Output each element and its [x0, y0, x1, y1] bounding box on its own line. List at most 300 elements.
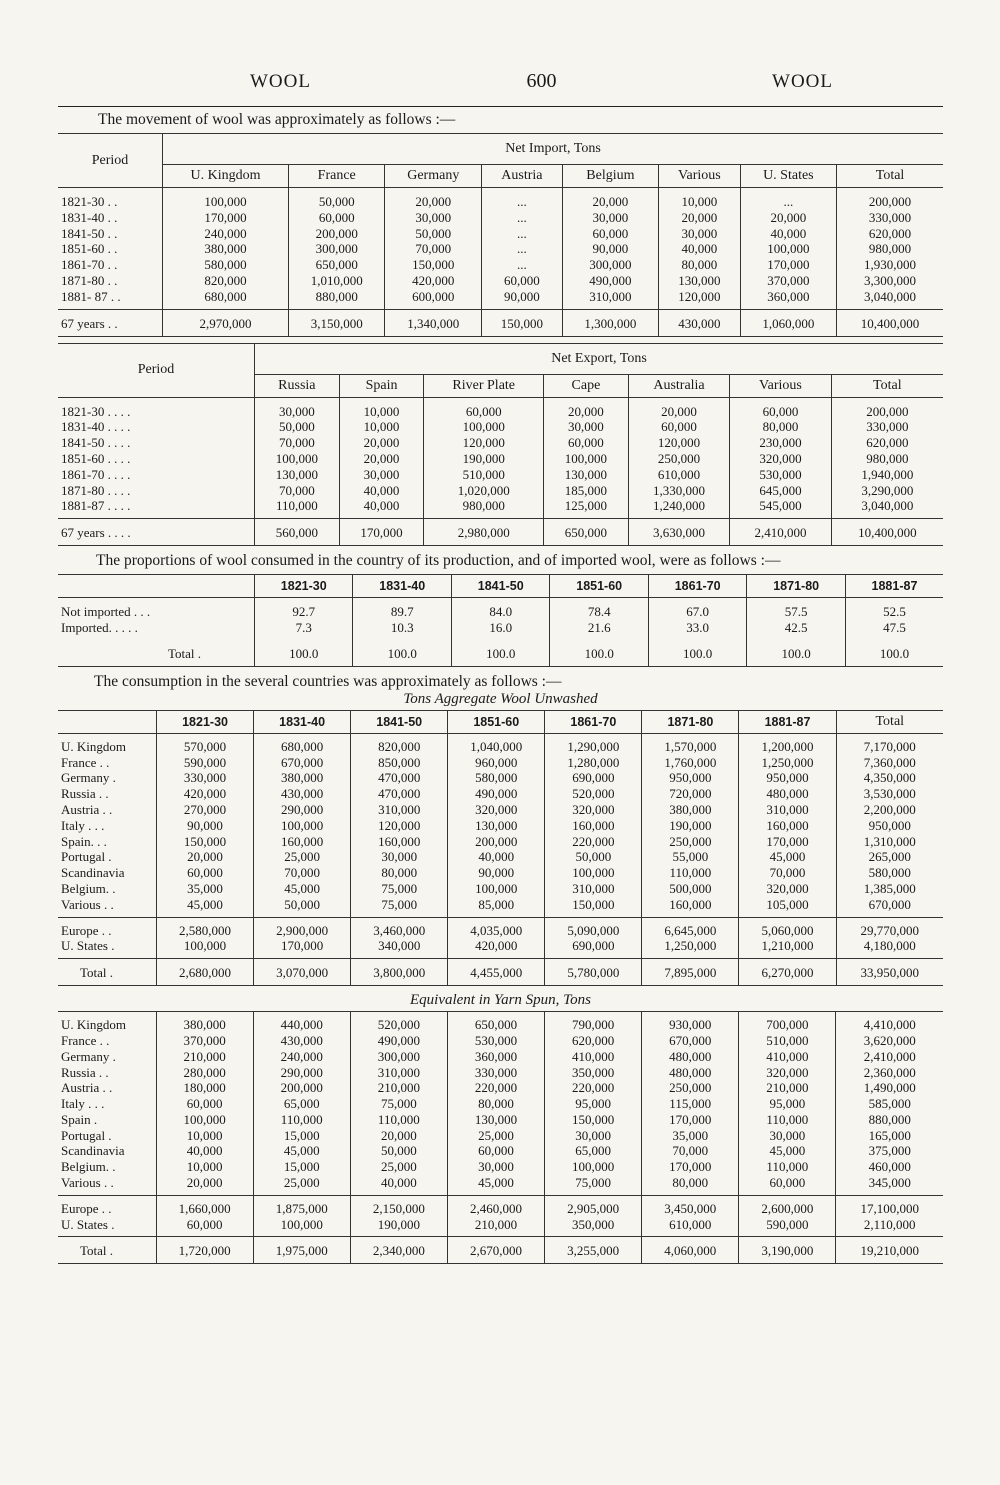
column-header: 1831-40	[254, 710, 351, 733]
period-label-line: 1841-50 . . . .	[61, 435, 131, 451]
value-cell-line: ...	[517, 241, 527, 257]
country-label-line: Spain. . .	[61, 833, 107, 849]
consumption-section	[58, 673, 943, 986]
value-cell	[351, 733, 448, 917]
value-cell-line: 50,000	[284, 896, 320, 912]
value-cell-line: 1,010,000	[310, 272, 363, 288]
period-label-line: 1871-80 . . . .	[61, 482, 131, 498]
value-cell-line: 50,000	[380, 1143, 417, 1159]
table-row	[58, 1012, 943, 1195]
value-cell	[544, 397, 629, 519]
value-cell	[447, 1012, 544, 1195]
total-cell: 2,340,000	[350, 1237, 447, 1264]
subtotal-cell	[156, 1195, 253, 1237]
value-cell-line: 110,000	[766, 1111, 809, 1127]
table-row	[58, 188, 943, 310]
subtotal-cell	[253, 1195, 350, 1237]
value-cell	[628, 397, 729, 519]
total-cell: 100.0	[550, 640, 648, 667]
total-cell: 3,800,000	[351, 959, 448, 986]
value-cell-line: 10,000	[186, 1159, 223, 1175]
subtotal-cell-line: 210,000	[474, 1216, 518, 1232]
subtotal-cell-line: 100,000	[183, 938, 227, 954]
value-cell	[385, 188, 482, 310]
value-cell-line: 20,000	[186, 1175, 223, 1191]
value-cell-line: 170,000	[669, 1159, 712, 1175]
value-cell-line: 130,000	[475, 817, 518, 833]
value-cell-line: 150,000	[412, 257, 455, 273]
value-cell-line: 30,000	[769, 1127, 806, 1143]
value-cell-line: 150,000	[571, 1111, 615, 1127]
value-cell-line: 180,000	[183, 1080, 226, 1096]
subtotal-cell-line: 2,600,000	[761, 1200, 814, 1216]
value-cell-line: 3,290,000	[861, 482, 914, 498]
value-cell-line: 250,000	[669, 1080, 712, 1096]
column-header: Belgium	[562, 165, 659, 188]
value-cell-line: 55,000	[672, 849, 709, 865]
subtotal-cell-line: 2,900,000	[276, 922, 329, 938]
total-cell: 430,000	[659, 309, 740, 336]
column-header: France	[288, 165, 385, 188]
subtotal-cell-line: 170,000	[280, 938, 324, 954]
value-cell	[648, 598, 746, 640]
value-cell-line: 15,000	[283, 1127, 320, 1143]
country-label-line: Scandinavia	[61, 865, 125, 881]
value-cell-line: 310,000	[572, 880, 615, 896]
yarn-subtitle: Equivalent in Yarn Spun, Tons	[409, 992, 591, 1009]
value-cell-line: 200,000	[315, 225, 358, 241]
subtotal-cell-line: 2,580,000	[179, 922, 232, 938]
value-cell-line: ...	[517, 194, 527, 209]
total-cell: 2,680,000	[157, 959, 254, 986]
value-cell-line: 15,000	[283, 1159, 320, 1175]
value-cell-line: 20,000	[363, 435, 400, 451]
value-cell-line: 100,000	[564, 450, 608, 466]
value-cell-line: 110,000	[275, 498, 318, 514]
value-cell-line: 10,000	[186, 1127, 223, 1143]
consumption-table	[58, 710, 943, 986]
value-cell-line: 1,930,000	[864, 257, 917, 273]
value-cell	[739, 733, 836, 917]
value-cell-line: 320,000	[475, 801, 518, 817]
value-cell-line: 100,000	[275, 450, 318, 466]
value-cell-line: 470,000	[378, 786, 421, 802]
value-cell-line: 60,000	[478, 1143, 514, 1159]
blank-header	[58, 710, 157, 733]
subtotal-cell-line: 1,250,000	[664, 938, 717, 954]
country-label-line: Italy . . .	[61, 817, 105, 833]
value-cell-line: 720,000	[669, 786, 712, 802]
value-cell-line: 1,200,000	[761, 738, 814, 754]
value-cell-line: 210,000	[183, 1048, 226, 1064]
total-cell: 3,070,000	[254, 959, 351, 986]
value-cell	[448, 733, 545, 917]
subtotal-row	[58, 1195, 943, 1237]
value-cell-line: 2,200,000	[863, 801, 916, 817]
value-cell	[353, 598, 451, 640]
value-cell-line: 310,000	[766, 801, 809, 817]
value-cell-line: 20,000	[592, 194, 629, 209]
period-label-line: 1841-50 . .	[61, 225, 118, 241]
value-cell-line: 320,000	[572, 801, 615, 817]
column-header: 1851-60	[448, 710, 545, 733]
value-cell-line: 670,000	[280, 754, 324, 770]
header-rule	[58, 106, 943, 107]
row-label-line: Imported. . . . .	[61, 619, 138, 635]
period-label-line: 1821-30 . .	[61, 194, 118, 209]
country-label-line: Italy . . .	[61, 1096, 105, 1112]
period-header: Period	[58, 134, 163, 188]
value-cell-line: 490,000	[589, 272, 632, 288]
value-cell-line: 7.3	[295, 619, 312, 635]
value-cell-line: 47.5	[883, 619, 906, 635]
total-cell: 100.0	[648, 640, 746, 667]
value-cell-line: 120,000	[378, 817, 421, 833]
value-cell-line: 360,000	[474, 1048, 518, 1064]
value-cell-line: 25,000	[283, 1175, 320, 1191]
value-cell-line: 40,000	[363, 482, 400, 498]
country-label-line: France . .	[61, 754, 110, 770]
country-label-line: Belgium. .	[61, 880, 116, 896]
value-cell-line: 200,000	[866, 403, 909, 419]
value-cell-line: 2,360,000	[863, 1064, 916, 1080]
period-label-line: 1821-30 . . . .	[61, 403, 131, 419]
value-cell-line: 45,000	[478, 1175, 514, 1191]
country-label-line: Portugal .	[61, 849, 112, 865]
value-cell-line: 820,000	[378, 738, 421, 754]
value-cell-line: 250,000	[657, 450, 701, 466]
value-cell-line: 880,000	[315, 288, 358, 304]
value-cell-line: 30,000	[278, 403, 315, 419]
value-cell-line: 610,000	[657, 466, 701, 482]
subtotal-cell-line: 2,110,000	[863, 1216, 916, 1232]
value-cell-line: 930,000	[669, 1017, 712, 1033]
value-cell-line: 130,000	[678, 272, 721, 288]
subtotal-cell-line: 100,000	[280, 1216, 323, 1232]
value-cell-line: 45,000	[187, 896, 223, 912]
value-cell-line: 67.0	[686, 604, 710, 620]
value-cell	[339, 397, 424, 519]
value-cell-line: 35,000	[187, 880, 223, 896]
value-cell-line: 40,000	[363, 498, 400, 514]
value-cell-line: 490,000	[475, 786, 518, 802]
value-cell-line: 70,000	[672, 1143, 709, 1159]
value-cell-line: 30,000	[478, 1159, 514, 1175]
value-cell-line: 510,000	[766, 1032, 809, 1048]
value-cell-line: 20,000	[681, 209, 718, 225]
proportion-intro: The proportions of wool consumed in the country of its production, and of imported wool, were as follows :—	[96, 552, 781, 570]
total-cell: 2,410,000	[730, 519, 831, 546]
subtotal-cell	[351, 917, 448, 959]
table-row	[58, 598, 943, 640]
subtotal-cell-line: 690,000	[572, 938, 615, 954]
value-cell-line: 980,000	[462, 498, 505, 514]
value-cell-line: 670,000	[669, 1032, 712, 1048]
value-cell-line: 80,000	[762, 419, 799, 435]
subtotal-cell-line: 610,000	[669, 1216, 712, 1232]
value-cell-line: 510,000	[462, 466, 505, 482]
value-cell-line: 70,000	[278, 482, 315, 498]
subtotal-label-line: U. States .	[61, 1216, 115, 1232]
subtotal-cell	[739, 917, 836, 959]
total-cell: 7,895,000	[642, 959, 739, 986]
value-cell-line: 150,000	[183, 833, 227, 849]
value-cell-line: 90,000	[478, 865, 515, 881]
value-cell-line: 130,000	[275, 466, 318, 482]
subtotal-cell	[642, 1195, 739, 1237]
subtotal-cell-line: 5,090,000	[567, 922, 620, 938]
value-cell-line: 950,000	[669, 770, 712, 786]
value-cell-line: 45,000	[284, 880, 320, 896]
column-header: Austria	[482, 165, 563, 188]
value-cell-line: 95,000	[769, 1096, 806, 1112]
value-cell-line: 57.5	[784, 604, 808, 620]
value-cell-line: 410,000	[766, 1048, 809, 1064]
subtotal-cell-line: 29,770,000	[860, 922, 920, 938]
subtotal-cell	[448, 917, 545, 959]
subtotal-cell-line: 4,035,000	[470, 922, 523, 938]
table-row	[58, 397, 943, 519]
value-cell	[163, 188, 289, 310]
subtotal-cell-line: 350,000	[571, 1216, 615, 1232]
value-cell-line: 330,000	[474, 1064, 518, 1080]
subtotal-cell	[254, 917, 351, 959]
subtotal-label-line: Europe . .	[61, 922, 112, 938]
total-cell: 10,400,000	[837, 309, 943, 336]
value-cell-line: 10.3	[390, 619, 414, 635]
value-cell-line: 980,000	[866, 450, 909, 466]
country-label-line: Austria . .	[61, 801, 113, 817]
value-cell-line: 60,000	[592, 225, 629, 241]
value-cell-line: 92.7	[292, 604, 316, 620]
value-cell-line: 85,000	[478, 896, 515, 912]
value-cell-line: 105,000	[766, 896, 809, 912]
value-cell-line: 60,000	[186, 1096, 223, 1112]
value-cell-line: 70,000	[284, 865, 320, 881]
value-cell-line: 160,000	[669, 896, 712, 912]
value-cell-line: 650,000	[315, 257, 358, 273]
column-header: 1861-70	[648, 575, 746, 598]
total-row	[58, 519, 943, 546]
value-cell-line: 270,000	[183, 801, 227, 817]
value-cell-line: 230,000	[759, 435, 802, 451]
period-label-line: 1851-60 . .	[61, 241, 118, 257]
country-label-line: Various . .	[61, 896, 114, 912]
table-row	[58, 733, 943, 917]
import-intro: The movement of wool was approximately as follows :—	[98, 111, 456, 128]
value-cell-line: 70,000	[415, 241, 452, 257]
total-label: 67 years . .	[58, 309, 163, 336]
page-number: 600	[526, 70, 557, 92]
column-header: Cape	[544, 374, 629, 397]
value-cell-line: 300,000	[315, 241, 358, 257]
column-header: Total	[837, 165, 943, 188]
value-cell-line: 80,000	[681, 257, 718, 273]
consumption-subtitle: Tons Aggregate Wool Unwashed	[403, 690, 598, 707]
period-header: Period	[58, 343, 255, 397]
subtotal-cell-line: 420,000	[475, 938, 518, 954]
value-cell-line: 1,310,000	[863, 833, 916, 849]
value-cell-line: 42.5	[784, 619, 808, 635]
value-cell-line: 20,000	[415, 194, 452, 209]
value-cell-line: 1,280,000	[567, 754, 620, 770]
header-left-title: WOOL	[250, 71, 311, 92]
value-cell-line: 16.0	[489, 619, 513, 635]
value-cell-line: 320,000	[766, 1064, 809, 1080]
value-cell	[253, 1012, 350, 1195]
subtotal-cell-line: 4,180,000	[863, 938, 916, 954]
column-header: 1871-80	[642, 710, 739, 733]
subtotal-label	[58, 1195, 156, 1237]
value-cell-line: 80,000	[381, 865, 418, 881]
value-cell-line: 60,000	[504, 272, 540, 288]
total-cell: 1,060,000	[740, 309, 837, 336]
value-cell-line: 1,570,000	[664, 738, 717, 754]
subtotal-cell-line: 340,000	[378, 938, 421, 954]
subtotal-cell-line: 17,100,000	[860, 1200, 919, 1216]
group-header: Net Export, Tons	[255, 343, 944, 374]
value-cell-line: 100,000	[204, 194, 247, 209]
total-cell: 4,455,000	[448, 959, 545, 986]
value-cell-line: 420,000	[412, 272, 455, 288]
value-cell	[836, 1012, 943, 1195]
subtotal-cell	[836, 917, 943, 959]
period-label-line: 1851-60 . . . .	[61, 450, 131, 466]
import-section	[58, 111, 943, 337]
period-label	[58, 397, 255, 519]
value-cell	[288, 188, 385, 310]
value-cell-line: 490,000	[377, 1032, 420, 1048]
subtotal-cell	[642, 917, 739, 959]
value-cell	[550, 598, 648, 640]
value-cell-line: 585,000	[868, 1096, 911, 1112]
country-label-line: Germany .	[61, 1048, 116, 1064]
total-cell: 100.0	[747, 640, 845, 667]
country-label-line: U. Kingdom	[61, 1017, 126, 1033]
value-cell-line: 20,000	[568, 403, 604, 419]
value-cell-line: 50,000	[575, 849, 612, 865]
column-header: Australia	[628, 374, 729, 397]
value-cell-line: 310,000	[377, 1064, 420, 1080]
value-cell-line: 190,000	[462, 450, 505, 466]
value-cell-line: 350,000	[571, 1064, 615, 1080]
total-cell: 2,980,000	[424, 519, 544, 546]
value-cell-line: 10,000	[681, 194, 718, 209]
period-label-line: 1831-40 . . . .	[61, 419, 131, 435]
value-cell-line: 30,000	[681, 225, 718, 241]
value-cell-line: 60,000	[187, 865, 223, 881]
value-cell-line: 65,000	[575, 1143, 611, 1159]
value-cell-line: ...	[517, 225, 527, 241]
value-cell-line: 380,000	[669, 801, 712, 817]
value-cell-line: 80,000	[478, 1096, 514, 1112]
value-cell-line: 120,000	[678, 288, 721, 304]
value-cell-line: 980,000	[868, 241, 912, 257]
value-cell-line: 60,000	[762, 403, 799, 419]
total-row	[58, 1237, 943, 1264]
value-cell-line: 580,000	[475, 770, 518, 786]
total-cell: 10,400,000	[831, 519, 943, 546]
period-label-line: 1831-40 . .	[61, 209, 118, 225]
value-cell-line: 60,000	[318, 209, 355, 225]
value-cell-line: 590,000	[183, 754, 227, 770]
value-cell-line: 600,000	[412, 288, 455, 304]
subtotal-cell-line: 2,905,000	[567, 1200, 620, 1216]
value-cell-line: 100,000	[183, 1111, 226, 1127]
total-cell: 3,190,000	[739, 1237, 836, 1264]
value-cell-line: 25,000	[478, 1127, 514, 1143]
value-cell-line: 1,240,000	[652, 498, 705, 514]
value-cell-line: 25,000	[284, 849, 320, 865]
value-cell-line: 70,000	[769, 865, 806, 881]
value-cell-line: 1,040,000	[470, 738, 523, 754]
total-cell: 100.0	[451, 640, 549, 667]
total-cell: 150,000	[482, 309, 563, 336]
export-section	[58, 343, 943, 547]
value-cell-line: 1,290,000	[567, 738, 620, 754]
value-cell-line: 30,000	[415, 209, 452, 225]
period-label-line: 1881-87 . . . .	[61, 498, 131, 514]
value-cell-line: ...	[517, 257, 527, 273]
subtotal-cell	[739, 1195, 836, 1237]
value-cell	[836, 733, 943, 917]
subtotal-cell	[545, 917, 642, 959]
total-cell: 100.0	[353, 640, 451, 667]
column-header: 1881-87	[845, 575, 943, 598]
country-label-line: Germany .	[61, 770, 116, 786]
value-cell-line: 60,000	[465, 403, 502, 419]
value-cell-line: 52.5	[883, 604, 906, 620]
total-label: Total .	[58, 1237, 156, 1264]
value-cell-line: 70,000	[278, 435, 315, 451]
value-cell-line: 310,000	[378, 801, 421, 817]
value-cell	[255, 397, 340, 519]
value-cell-line: 40,000	[186, 1143, 223, 1159]
total-cell: 170,000	[339, 519, 424, 546]
value-cell-line: 290,000	[280, 801, 324, 817]
value-cell-line: 20,000	[661, 403, 697, 419]
value-cell-line: 3,040,000	[861, 498, 914, 514]
value-cell-line: 480,000	[766, 786, 809, 802]
subtotal-cell	[836, 1195, 943, 1237]
value-cell-line: 240,000	[204, 225, 247, 241]
group-header: Net Import, Tons	[163, 134, 944, 165]
value-cell-line: 40,000	[770, 225, 807, 241]
country-label-line: Portugal .	[61, 1127, 112, 1143]
value-cell	[545, 733, 642, 917]
value-cell-line: 115,000	[669, 1096, 712, 1112]
value-cell-line: 1,760,000	[664, 754, 717, 770]
total-label: Total .	[58, 959, 157, 986]
value-cell-line: 110,000	[280, 1111, 323, 1127]
value-cell-line: 185,000	[564, 482, 608, 498]
value-cell-line: 380,000	[204, 241, 247, 257]
value-cell-line: 330,000	[183, 770, 227, 786]
value-cell-line: 160,000	[280, 833, 324, 849]
column-header: 1861-70	[545, 710, 642, 733]
value-cell-line: 20,000	[770, 209, 807, 225]
value-cell	[350, 1012, 447, 1195]
total-cell: 650,000	[544, 519, 629, 546]
value-cell-line: 880,000	[868, 1111, 911, 1127]
column-header: 1821-30	[157, 710, 254, 733]
header-right-title: WOOL	[772, 71, 833, 92]
country-label-line: Scandinavia	[61, 1143, 125, 1159]
total-label: 67 years . . . .	[58, 519, 255, 546]
subtotal-cell-line: 60,000	[186, 1216, 223, 1232]
value-cell-line: 280,000	[183, 1064, 226, 1080]
column-header: Spain	[339, 374, 424, 397]
